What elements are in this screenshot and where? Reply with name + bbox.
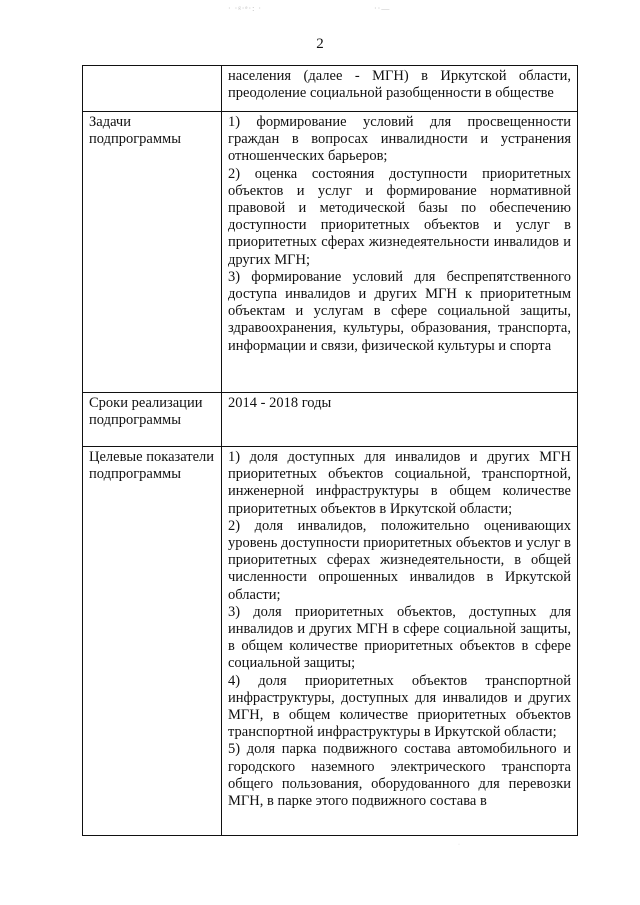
paragraph: 2014 - 2018 годы <box>228 395 332 411</box>
paragraph: 1) доля доступных для инвалидов и других МГН приоритетных объектов социальной, транспортной, инженерной инфраструктуры в общем количестве приоритетных объектов в Иркутской области; <box>228 449 571 517</box>
table-row <box>83 66 578 112</box>
paragraph: 3) формирование условий для беспрепятственного доступа инвалидов и других МГН к приоритетным объектам и услугам в сфере социальной защиты, здравоохранения, культуры, образования, транспорта, информации и связи, физической культуры и спорта <box>228 268 571 354</box>
paragraph: 4) доля приоритетных объектов транспортной инфраструктуры, доступных для инвалидов и других МГН, в общем количестве приоритетных объектов транспортной инфраструктуры в Иркутской области; <box>228 672 571 741</box>
row-label: Сроки реализации подпрограммы <box>83 393 222 447</box>
scan-artifact: · ·ᵍ·ᵉ·: · <box>228 4 262 13</box>
table-row <box>83 112 578 393</box>
scan-artifact: ··— <box>374 4 391 13</box>
paragraph: 3) доля приоритетных объектов, доступных для инвалидов и других МГН в сфере социальной защиты, в общем количестве приоритетных объектов в сфере социальной защиты; <box>228 603 571 672</box>
page-number: 2 <box>316 36 324 52</box>
paragraph: населения (далее - МГН) в Иркутской области, преодоление социальной разобщенности в обществе <box>228 68 571 102</box>
row-content <box>222 447 578 836</box>
paragraph: 2) оценка состояния доступности приоритетных объектов и услуг и формирование нормативной правовой и методической базы по обеспечению доступности приоритетных объектов и услуг в приоритетных сферах жизнедеятельности инвалидов и других МГН; <box>228 165 571 268</box>
paragraph: 1) формирование условий для просвещенности граждан в вопросах инвалидности и устранения отношенческих барьеров; <box>228 114 571 165</box>
row-content <box>222 393 578 447</box>
paragraph: 5) доля парка подвижного состава автомобильного и городского наземного электрического транспорта общего пользования, оборудованного для перевозки МГН, в парке этого подвижного состава в <box>228 741 571 810</box>
subprogram-passport-table <box>82 65 578 836</box>
scan-artifact: · <box>458 842 460 848</box>
table-row <box>83 393 578 447</box>
row-label: Целевые показатели подпрограммы <box>83 447 222 836</box>
row-content <box>222 66 578 112</box>
table-row <box>83 447 578 836</box>
paragraph: 2) доля инвалидов, положительно оценивающих уровень доступности приоритетных объектов и услуг в приоритетных сферах жизнедеятельности, в общей численности опрошенных инвалидов в Иркутской области; <box>228 517 571 603</box>
row-content <box>222 112 578 393</box>
row-label: Задачи подпрограммы <box>83 112 222 393</box>
row-label <box>83 66 222 112</box>
